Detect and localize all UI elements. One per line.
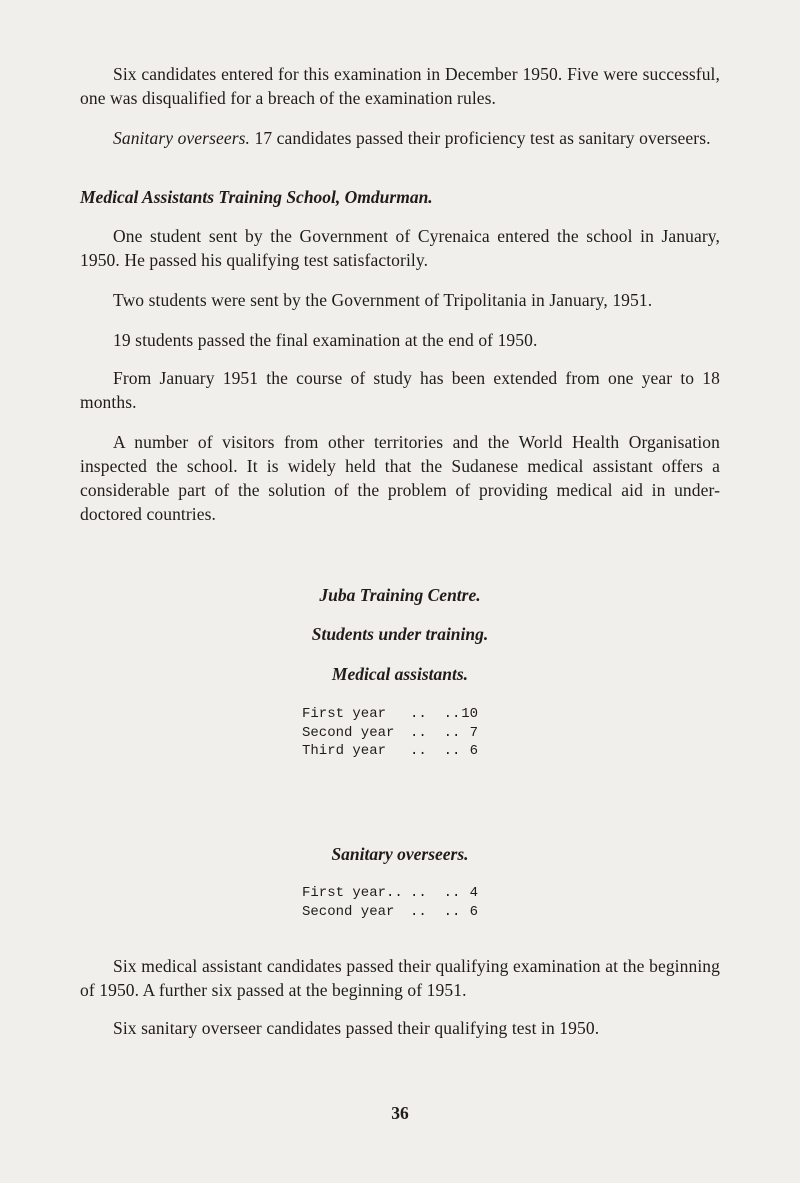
row-value: 6 (469, 903, 478, 920)
paragraph-sanitary-overseers (80, 126, 720, 150)
row-label: First year.. (302, 885, 403, 901)
leader-dots: .. .. (410, 903, 461, 920)
row-label: Third year (302, 743, 387, 759)
paragraph-course-extended: From January 1951 the course of study has been extended from one year to 18 months. (80, 368, 720, 412)
title-juba-training-centre: Juba Training Centre. (319, 585, 481, 605)
table-row (302, 903, 478, 922)
table-row (302, 742, 478, 761)
row-label: Second year (302, 724, 395, 741)
sanitary-overseers-table (302, 884, 478, 921)
paragraph-cyrenaica-student: One student sent by the Government of Cyrenaica entered the school in January, 1950. He passed his qualifying test satisfactorily. (80, 226, 720, 270)
paragraph-visitors: A number of visitors from other territories and the World Health Organisation inspected the school. It is widely held that the Sudanese medical assistant offers a considerable part of the solution of the problem of providing medical aid in under-doctored countries. (80, 432, 720, 524)
row-value: 4 (469, 885, 478, 901)
table-row (302, 724, 478, 743)
leader-dots: .. .. (410, 724, 461, 741)
heading-omdurman-school: Medical Assistants Training School, Omdurman. (80, 187, 433, 207)
leader-dots: .. .. (410, 706, 461, 722)
page-number: 36 (391, 1103, 409, 1123)
paragraph-tripolitania-students: Two students were sent by the Government of Tripolitania in January, 1951. (113, 290, 653, 310)
row-label: First year (302, 706, 387, 722)
row-value: 10 (461, 706, 478, 722)
leader-dots: .. .. (410, 885, 461, 901)
row-value: 6 (469, 743, 478, 759)
row-label: Second year (302, 903, 395, 920)
row-value: 7 (469, 724, 478, 741)
title-students-under-training: Students under training. (311, 624, 489, 644)
sanitary-overseers-lead: Sanitary overseers. (113, 128, 251, 148)
leader-dots: .. .. (410, 743, 461, 759)
medical-assistants-table (302, 705, 478, 761)
sanitary-overseers-text: 17 candidates passed their proficiency test as sanitary overseers. (250, 128, 711, 148)
paragraph-medical-candidates: Six medical assistant candidates passed their qualifying examination at the beginning of 1950. A further six passed at the beginning of 1951. (80, 956, 720, 1000)
title-sanitary-overseers: Sanitary overseers. (331, 844, 469, 864)
table-row (302, 705, 478, 724)
paragraph-sanitary-candidates: Six sanitary overseer candidates passed their qualifying test in 1950. (113, 1018, 600, 1038)
table-row (302, 884, 478, 903)
paragraph-final-examination: 19 students passed the final examination at the end of 1950. (113, 330, 538, 350)
title-medical-assistants: Medical assistants. (331, 664, 469, 684)
paragraph-examination-results: Six candidates entered for this examination in December 1950. Five were successful, one was disqualified for a breach of the examination rules. (80, 64, 720, 108)
